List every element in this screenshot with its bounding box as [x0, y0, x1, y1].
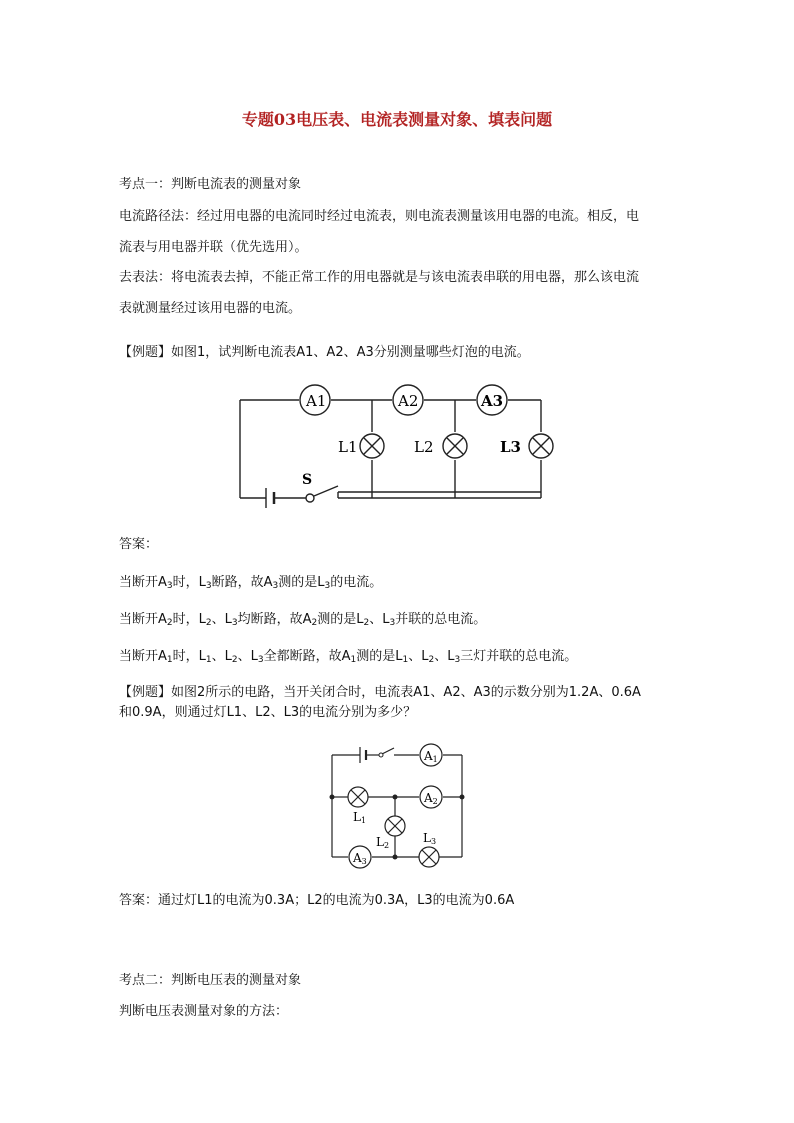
fig1-a2-label: A2 — [398, 392, 419, 410]
fig1-s-label: S — [302, 472, 313, 488]
fig1-l2-label: L2 — [414, 438, 434, 456]
fig2-junction-icon — [460, 795, 465, 800]
fig2-l1-label: L1 — [353, 810, 367, 825]
fig1-a3-label: A3 — [481, 392, 504, 410]
lamp-l1-icon — [360, 434, 384, 458]
fig2-lamp-l1-icon — [348, 787, 368, 807]
fig2-lamp-l3-icon — [419, 847, 439, 867]
fig1-l1-label: L1 — [338, 438, 358, 456]
lamp-l2-icon — [443, 434, 467, 458]
switch-pivot-icon — [306, 494, 314, 502]
fig2-junction-icon — [393, 855, 398, 860]
example2-question-line2: 和0.9A，则通过灯L1、L2、L3的电流分别为多少？ — [119, 705, 417, 720]
figure1-circuit — [230, 380, 570, 520]
fig2-switch-pivot-icon — [379, 753, 383, 757]
example1-question: 【例题】如图1，试判断电流表A1、A2、A3分别测量哪些灯泡的电流。 — [119, 345, 530, 360]
fig2-junction-icon — [393, 795, 398, 800]
fig2-a1-label: A1 — [424, 749, 438, 764]
example2-question-line1: 【例题】如图2所示的电路，当开关闭合时，电流表A1、A2、A3的示数分别为1.2A、0.6A — [119, 685, 641, 700]
method1-line2: 流表与用电器并联（优先选用）。 — [119, 240, 308, 255]
fig2-a3-label: A3 — [353, 851, 367, 866]
answer1-line3: 当断开$A_1$时，$L_1$、$L_2$、$L_3$全都断路，故$A_1$测的是$L_1$、$L_2$、$L_3$三灯并联的总电流。 — [119, 649, 578, 665]
method2-line2: 表就测量经过该用电器的电流。 — [119, 301, 302, 316]
fig2-a2-label: A2 — [424, 791, 438, 806]
fig1-l3-label: L3 — [500, 438, 521, 456]
fig2-l3-label: L3 — [423, 831, 437, 846]
answer1-label: 答案： — [119, 537, 159, 552]
page-title: 专题03电压表、电流表测量对象、填表问题 — [241, 110, 553, 129]
method1-line1: 电流路径法：经过用电器的电流同时经过电流表，则电流表测量该用电器的电流。相反，电 — [119, 209, 640, 224]
fig2-junction-icon — [330, 795, 335, 800]
section1-heading: 考点一：判断电流表的测量对象 — [119, 177, 302, 192]
answer1-line2: 当断开$A_2$时，$L_2$、$L_3$均断路，故$A_2$测的是$L_2$、$L_3$并联的总电流。 — [119, 612, 487, 628]
method2-line1: 去表法：将电流表去掉，不能正常工作的用电器就是与该电流表串联的用电器，那么该电流 — [119, 270, 640, 285]
figure2-circuit — [322, 735, 472, 875]
lamp-l3-icon — [529, 434, 553, 458]
fig1-a1-label: A1 — [306, 392, 327, 410]
fig2-l2-label: L2 — [376, 835, 390, 850]
answer2: 答案：通过灯L1的电流为0.3A；L2的电流为0.3A，L3的电流为0.6A — [119, 893, 515, 908]
answer1-line1: 当断开$A_3$时，$L_3$断路，故$A_3$测的是$L_3$的电流。 — [119, 575, 383, 591]
section2-heading: 考点二：判断电压表的测量对象 — [119, 973, 302, 988]
section2-method: 判断电压表测量对象的方法： — [119, 1004, 289, 1019]
fig2-lamp-l2-icon — [385, 816, 405, 836]
